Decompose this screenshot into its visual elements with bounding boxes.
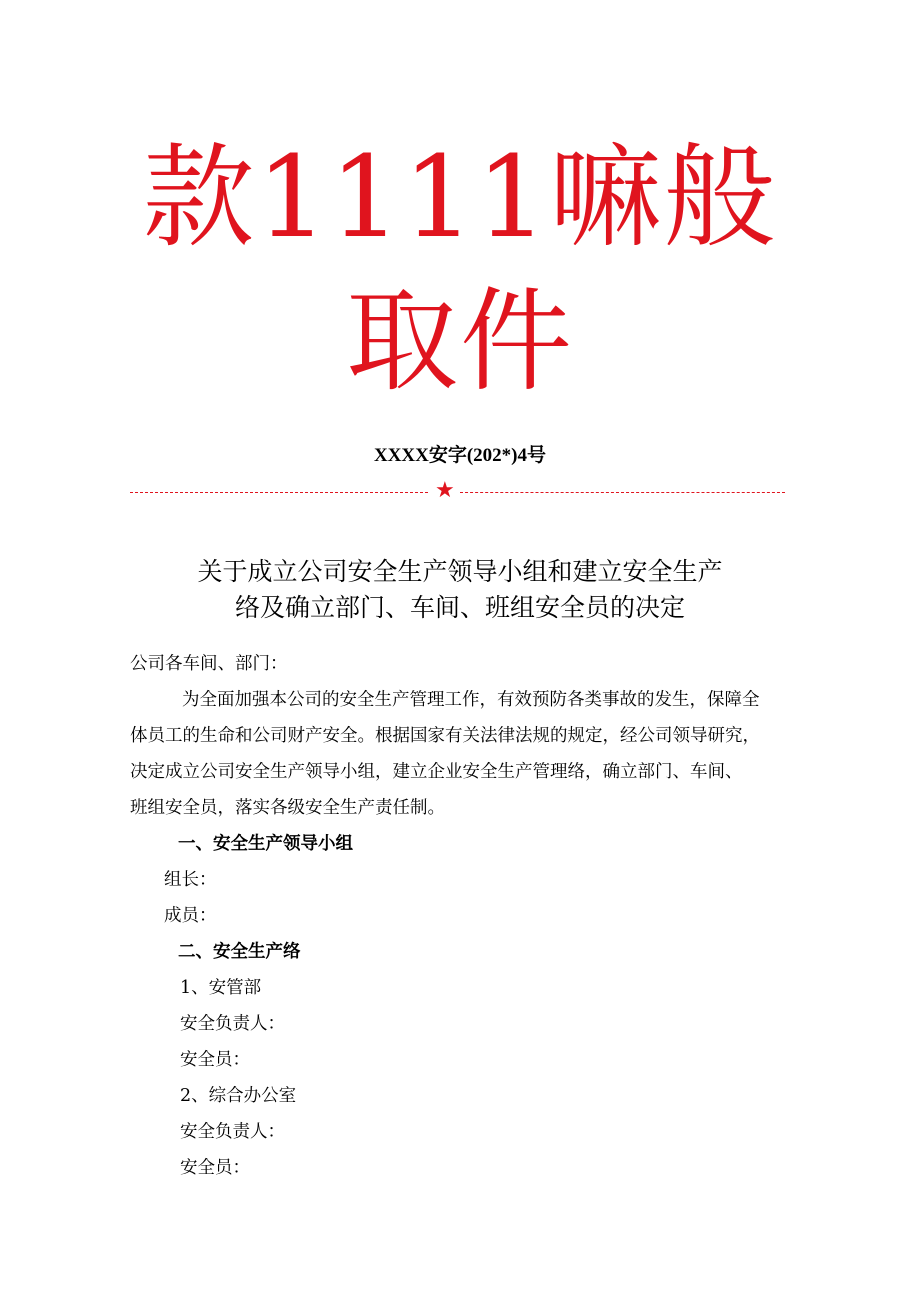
paragraph-line: 为全面加强本公司的安全生产管理工作，有效预防各类事故的发生，保障全 bbox=[182, 690, 760, 710]
subject-line1: 关于成立公司安全生产领导小组和建立安全生产 bbox=[197, 557, 723, 586]
unit-title: 2、综合办公室 bbox=[180, 1086, 297, 1106]
section2-heading: 二、安全生产络 bbox=[178, 942, 301, 962]
star-icon: ★ bbox=[435, 478, 455, 503]
leader-label: 组长： bbox=[164, 870, 217, 890]
divider-line-left bbox=[130, 492, 428, 493]
document-number: XXXX安字(202*)4号 bbox=[373, 445, 547, 466]
salutation: 公司各车间、部门： bbox=[130, 654, 288, 674]
unit-title: 1、安管部 bbox=[180, 978, 262, 998]
members-label: 成员： bbox=[164, 906, 217, 926]
header-divider bbox=[130, 478, 785, 503]
officer-label: 安全员： bbox=[180, 1050, 250, 1070]
paragraph-line: 班组安全员，落实各级安全生产责任制。 bbox=[130, 798, 445, 818]
divider-line-right bbox=[460, 492, 785, 493]
header-title-line2: 取件 bbox=[346, 277, 574, 407]
section1-heading: 一、安全生产领导小组 bbox=[178, 834, 353, 854]
responsible-label: 安全负责人： bbox=[180, 1122, 285, 1142]
officer-label: 安全员： bbox=[180, 1158, 250, 1178]
header-title-line1: 款1111嘛般 bbox=[142, 133, 778, 263]
subject-line2: 络及确立部门、车间、班组安全员的决定 bbox=[234, 593, 685, 622]
paragraph-line: 体员工的生命和公司财产安全。根据国家有关法律法规的规定，经公司领导研究， bbox=[130, 726, 760, 746]
paragraph-line: 决定成立公司安全生产领导小组，建立企业安全生产管理络，确立部门、车间、 bbox=[130, 762, 743, 782]
responsible-label: 安全负责人： bbox=[180, 1014, 285, 1034]
